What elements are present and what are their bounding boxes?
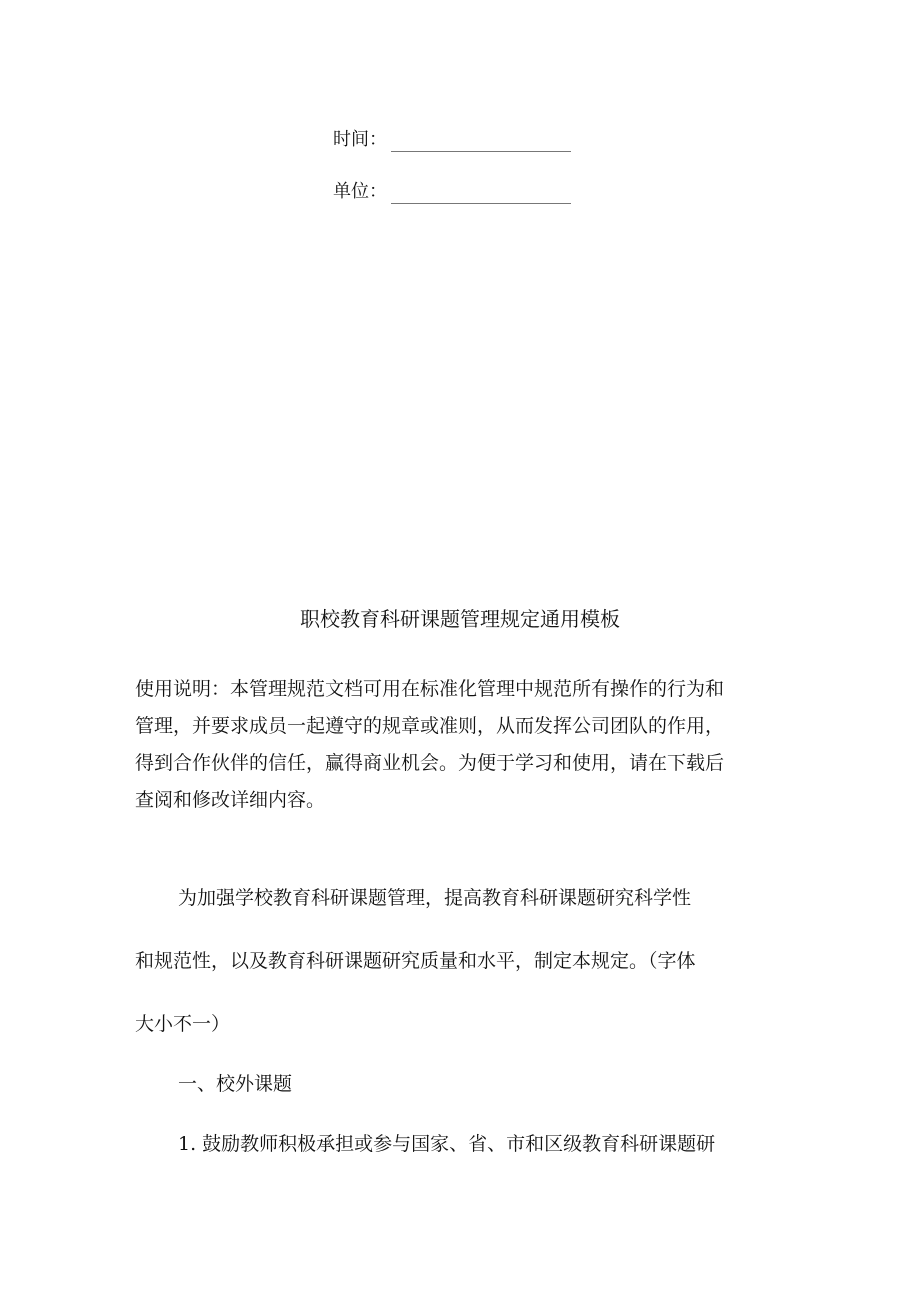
list-item: 1. 鼓励教师积极承担或参与国家、省、市和区级教育科研课题研 xyxy=(178,1133,716,1155)
document-title: 职校教育科研课题管理规定通用模板 xyxy=(300,607,620,631)
usage-note-line: 管理，并要求成员一起遵守的规章或准则，从而发挥公司团队的作用， xyxy=(135,715,725,737)
paragraph-line: 和规范性，以及教育科研课题研究质量和水平，制定本规定。（字体 xyxy=(135,950,696,972)
unit-field xyxy=(333,180,571,204)
time-blank-line xyxy=(391,137,571,152)
usage-note-line: 使用说明：本管理规范文档可用在标准化管理中规范所有操作的行为和 xyxy=(135,678,725,700)
usage-note-line: 查阅和修改详细内容。 xyxy=(135,789,326,811)
unit-blank-line xyxy=(391,189,571,204)
time-label: 时间： xyxy=(333,129,387,150)
usage-note-line: 得到合作伙伴的信任，赢得商业机会。为便于学习和使用，请在下载后 xyxy=(135,752,725,774)
paragraph-line: 大小不一） xyxy=(135,1013,231,1035)
section-heading: 一、校外课题 xyxy=(178,1073,293,1095)
unit-label: 单位： xyxy=(333,181,387,202)
paragraph-line: 为加强学校教育科研课题管理，提高教育科研课题研究科学性 xyxy=(178,887,692,909)
time-field xyxy=(333,128,571,152)
usage-note xyxy=(135,671,775,819)
